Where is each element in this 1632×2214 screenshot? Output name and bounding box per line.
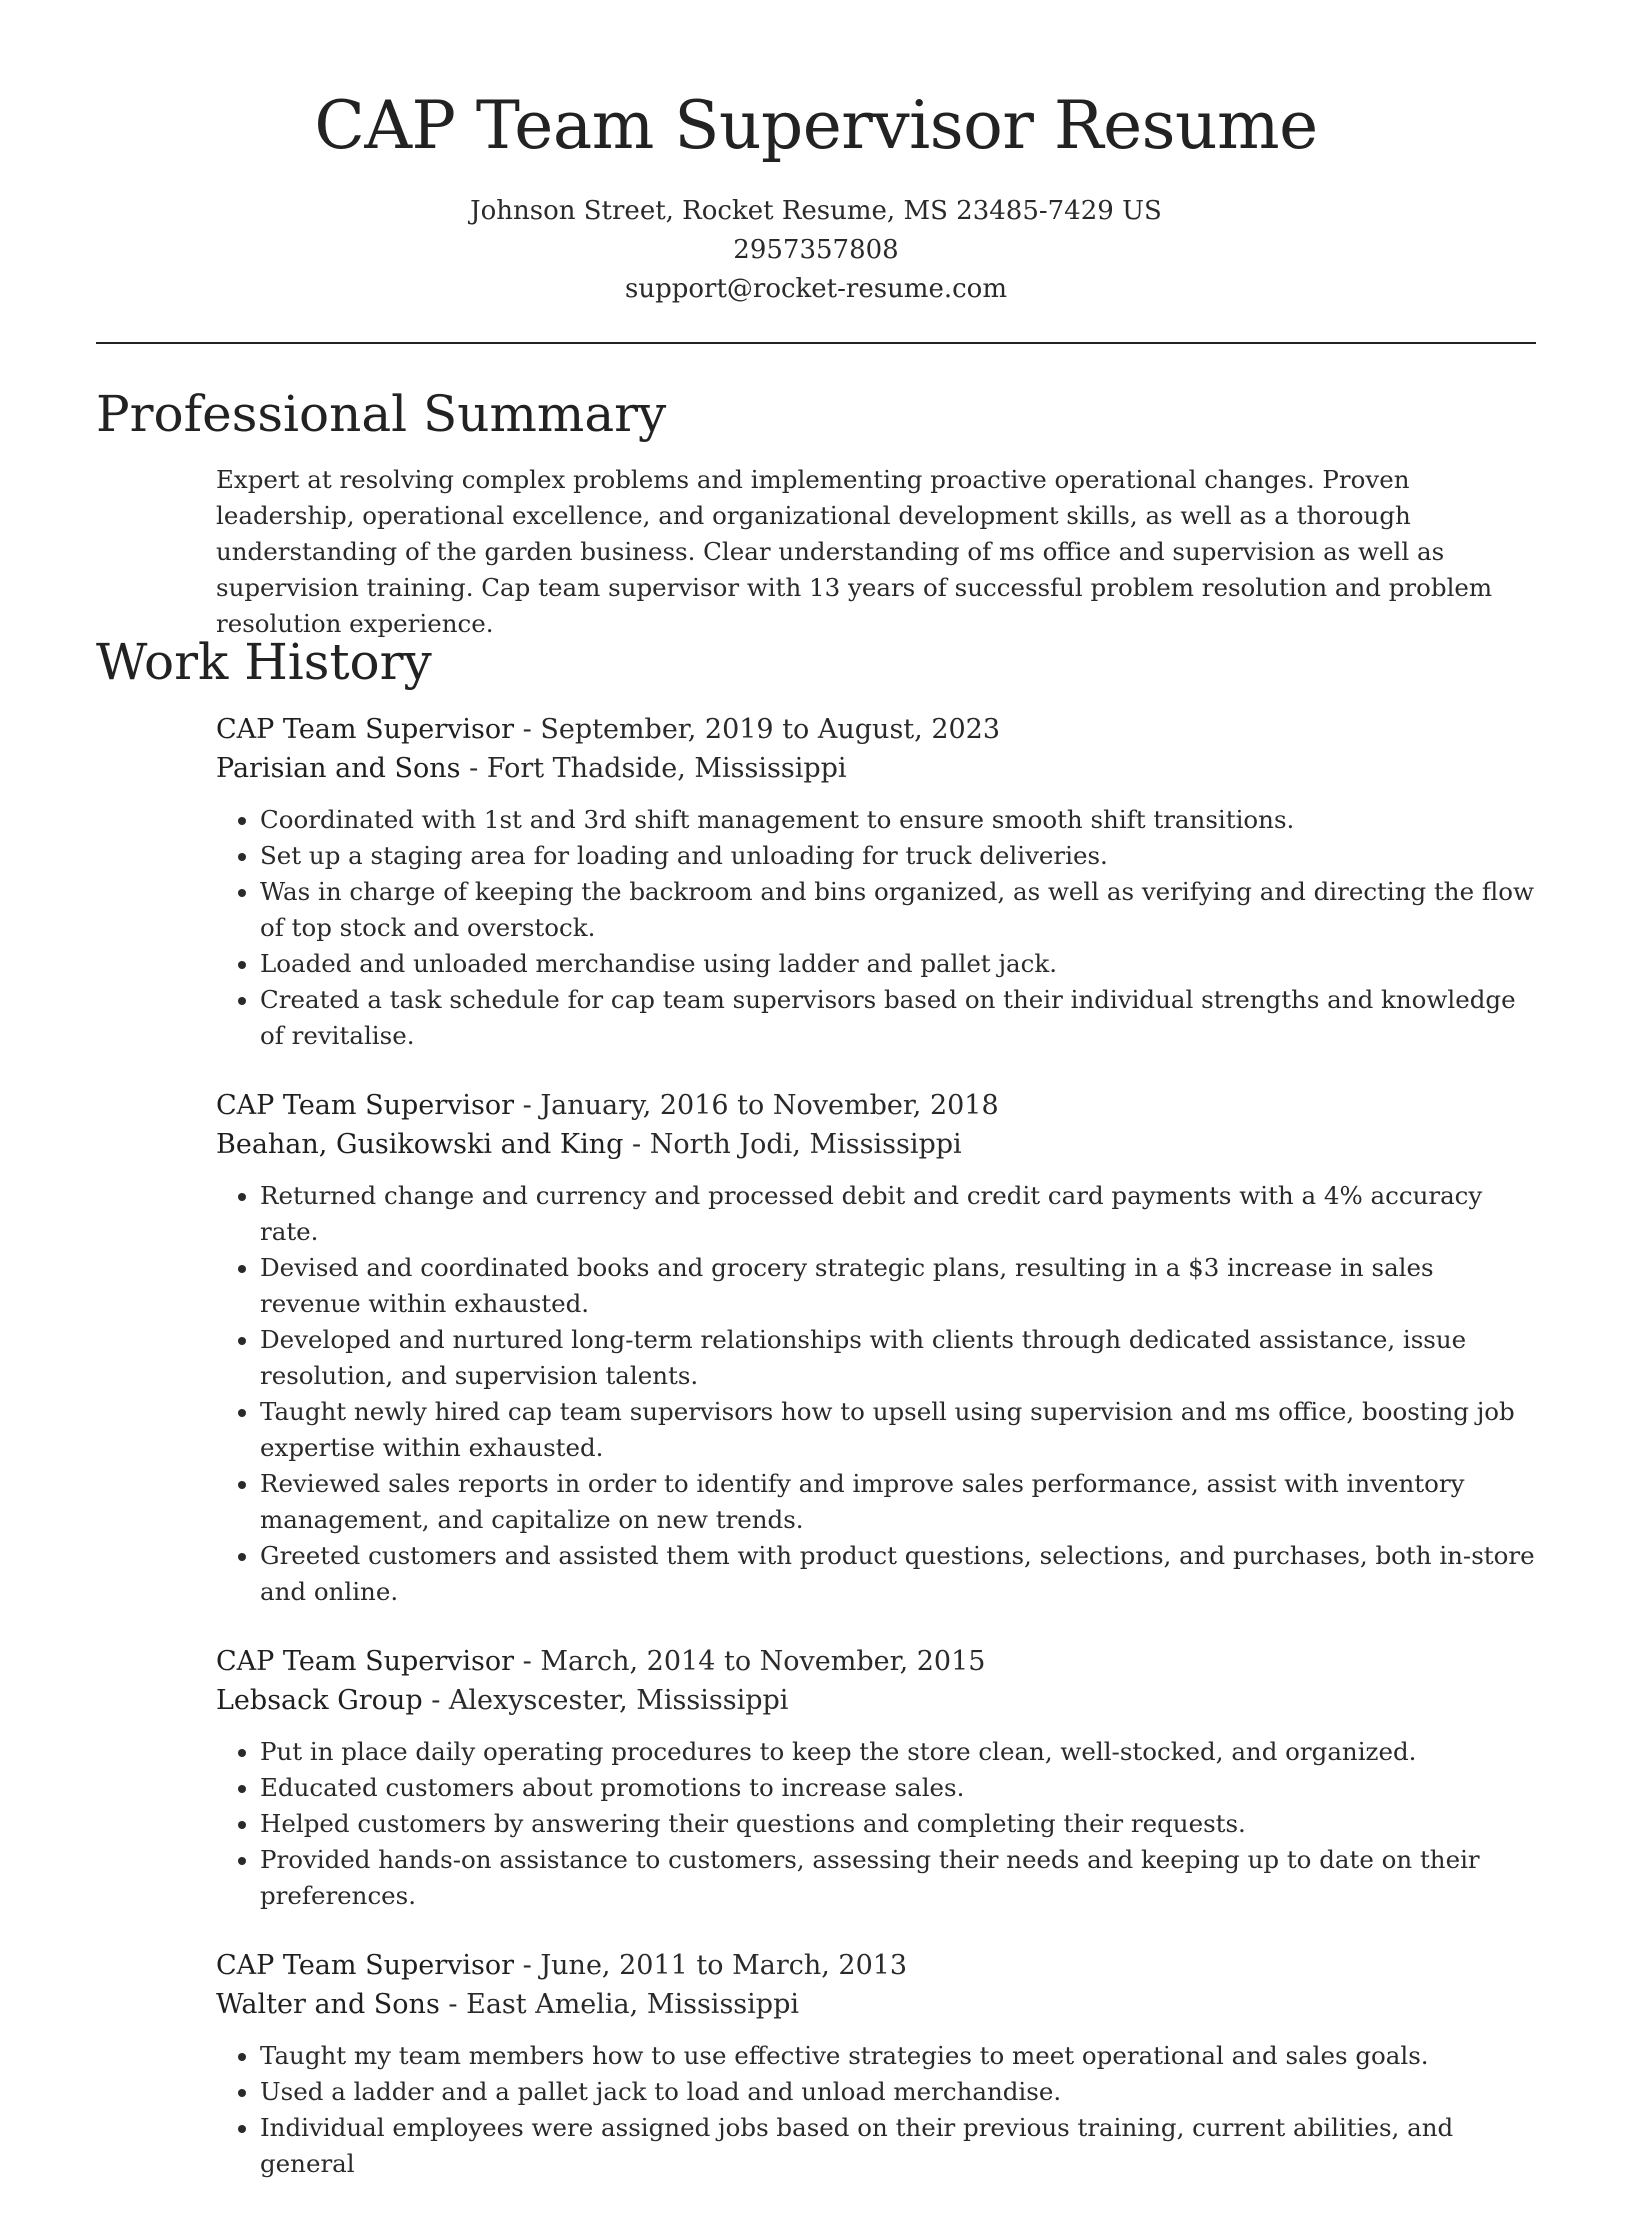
job-bullet: • Provided hands-on assistance to customers, assessing their needs and keeping up to date on their preferences.	[260, 1842, 1536, 1914]
contact-phone: 2957357808	[733, 235, 899, 265]
section-title-work-history: Work History	[96, 633, 432, 691]
job-title-line	[216, 1946, 1536, 1985]
separator: -	[514, 1090, 541, 1121]
job-bullets	[216, 2038, 1536, 2182]
job-dates: June, 2011 to March, 2013	[540, 1950, 908, 1981]
separator: -	[422, 1685, 449, 1716]
job-dates: January, 2016 to November, 2018	[540, 1090, 999, 1121]
job-location: North Jodi, Mississippi	[649, 1129, 962, 1160]
job-title-line	[216, 710, 1536, 749]
job-title-line	[216, 1086, 1536, 1125]
job-bullets	[216, 1178, 1536, 1610]
job-title: CAP Team Supervisor	[216, 1950, 515, 1981]
job-bullet: • Loaded and unloaded merchandise using ladder and pallet jack.	[260, 946, 1536, 982]
job-bullet: • Was in charge of keeping the backroom and bins organized, as well as verifying and directing the flow of top stock and overstock.	[260, 874, 1536, 946]
contact-address: Johnson Street, Rocket Resume, MS 23485-7429 US	[470, 196, 1162, 226]
job-bullets	[216, 1734, 1536, 1914]
job-dates: September, 2019 to August, 2023	[540, 714, 1001, 745]
job-dates: March, 2014 to November, 2015	[540, 1646, 986, 1677]
separator: -	[514, 714, 541, 745]
job-company-line	[216, 1125, 1536, 1164]
job-location: Fort Thadside, Mississippi	[486, 753, 847, 784]
job-bullet: • Educated customers about promotions to increase sales.	[260, 1770, 1536, 1806]
job-bullet: • Devised and coordinated books and grocery strategic plans, resulting in a $3 increase in sales revenue within exhausted.	[260, 1250, 1536, 1322]
job-bullet: • Greeted customers and assisted them with product questions, selections, and purchases, both in-store and online.	[260, 1538, 1536, 1610]
job-company: Walter and Sons	[216, 1989, 440, 2020]
job-bullet: • Taught newly hired cap team supervisors how to upsell using supervision and ms office, boosting job expertise within exhausted.	[260, 1394, 1536, 1466]
job-title: CAP Team Supervisor	[216, 1090, 515, 1121]
job-entry	[216, 1642, 1536, 1914]
work-history-list	[216, 710, 1536, 2214]
job-company-line	[216, 749, 1536, 788]
job-bullet: • Created a task schedule for cap team supervisors based on their individual strengths and knowledge of revitalise.	[260, 982, 1536, 1054]
separator: -	[514, 1646, 541, 1677]
job-bullet: • Developed and nurtured long-term relationships with clients through dedicated assistance, issue resolution, and supervision talents.	[260, 1322, 1536, 1394]
job-entry	[216, 710, 1536, 1054]
job-bullet: • Reviewed sales reports in order to identify and improve sales performance, assist with inventory management, and capitalize on new trends.	[260, 1466, 1536, 1538]
job-company-line	[216, 1681, 1536, 1720]
job-entry	[216, 1946, 1536, 2182]
job-bullet: • Returned change and currency and processed debit and credit card payments with a 4% accuracy rate.	[260, 1178, 1536, 1250]
job-bullet: • Put in place daily operating procedures to keep the store clean, well-stocked, and organized.	[260, 1734, 1536, 1770]
job-bullets	[216, 802, 1536, 1054]
job-bullet: • Helped customers by answering their questions and completing their requests.	[260, 1806, 1536, 1842]
job-title: CAP Team Supervisor	[216, 714, 515, 745]
summary-text: Expert at resolving complex problems and implementing proactive operational changes. Proven leadership, operational excellence, and organizational development skills, as well as a thorough understanding of the garden business. Clear understanding of ms office and supervision as well as supervision training. Cap team supervisor with 13 years of successful problem resolution and problem resolution experience.	[216, 465, 1493, 638]
job-company: Beahan, Gusikowski and King	[216, 1129, 624, 1160]
job-bullet: • Used a ladder and a pallet jack to load and unload merchandise.	[260, 2074, 1536, 2110]
separator: -	[439, 1989, 467, 2020]
job-bullet: • Coordinated with 1st and 3rd shift management to ensure smooth shift transitions.	[260, 802, 1536, 838]
job-company-line	[216, 1985, 1536, 2024]
job-bullet: • Individual employees were assigned jobs based on their previous training, current abilities, and general	[260, 2110, 1536, 2182]
job-location: East Amelia, Mississippi	[466, 1989, 799, 2020]
job-company: Parisian and Sons	[216, 753, 461, 784]
job-entry	[216, 1086, 1536, 1610]
job-location: Alexyscester, Mississippi	[448, 1685, 789, 1716]
separator: -	[460, 753, 487, 784]
contact-block	[0, 192, 1632, 309]
resume-header	[0, 0, 1632, 309]
section-title-summary: Professional Summary	[96, 385, 667, 443]
separator: -	[514, 1950, 541, 1981]
resume-title: CAP Team Supervisor Resume	[314, 87, 1318, 164]
job-company: Lebsack Group	[216, 1685, 423, 1716]
separator: -	[623, 1129, 650, 1160]
job-title: CAP Team Supervisor	[216, 1646, 515, 1677]
header-divider	[96, 342, 1536, 344]
job-title-line	[216, 1642, 1536, 1681]
job-bullet: • Taught my team members how to use effective strategies to meet operational and sales goals.	[260, 2038, 1536, 2074]
job-bullet: • Set up a staging area for loading and unloading for truck deliveries.	[260, 838, 1536, 874]
contact-email: support@rocket-resume.com	[624, 274, 1007, 304]
